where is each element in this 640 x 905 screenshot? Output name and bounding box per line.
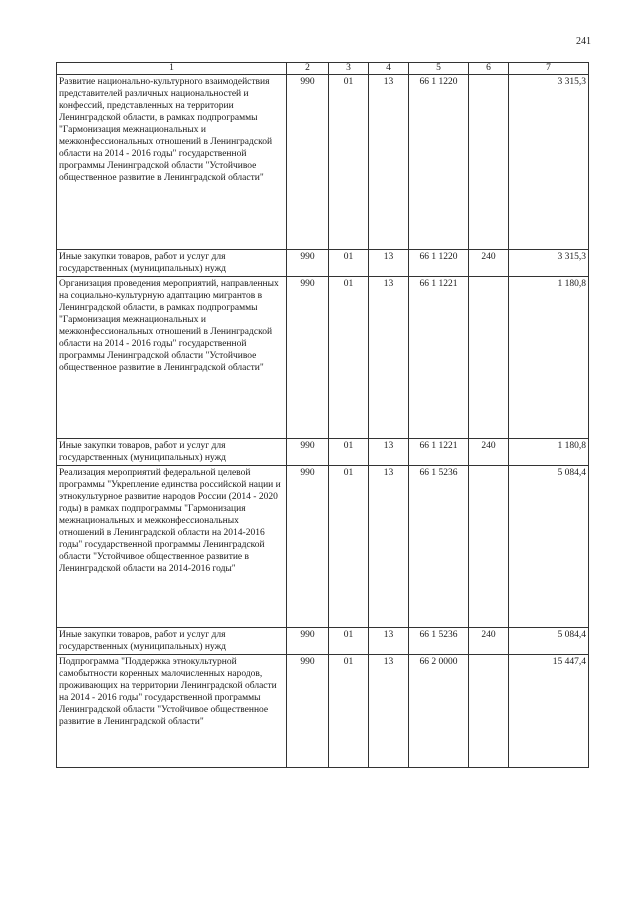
row-expense-type: 240	[469, 250, 509, 277]
row-target-article: 66 1 1221	[409, 277, 469, 439]
row-amount: 1 180,8	[509, 439, 589, 466]
row-target-article: 66 1 5236	[409, 466, 469, 628]
row-name: Иные закупки товаров, работ и услуг для государственных (муниципальных) нужд	[57, 250, 287, 277]
row-expense-type	[469, 655, 509, 768]
row-section: 01	[329, 628, 369, 655]
header-cell-7: 7	[509, 63, 589, 75]
table-row	[57, 250, 589, 277]
row-expense-type: 240	[469, 439, 509, 466]
budget-table	[56, 62, 589, 768]
row-expense-type	[469, 277, 509, 439]
row-amount: 1 180,8	[509, 277, 589, 439]
row-target-article: 66 1 1221	[409, 439, 469, 466]
row-code: 990	[287, 628, 329, 655]
row-subsection: 13	[369, 655, 409, 768]
row-name: Реализация мероприятий федеральной целевой программы "Укрепление единства российской нации и этнокультурное развитие народов России (2014 - 2020 годы) в рамках подпрограммы "Гармонизация межнациональных и межконфессиональных отношений в Ленинградской области на 2014-2016 годы" государственной программы Ленинградской области "Устойчивое общественное развитие в Ленинградской области на 2014-2016 годы"	[57, 466, 287, 628]
row-target-article: 66 1 1220	[409, 250, 469, 277]
table-row	[57, 75, 589, 250]
row-code: 990	[287, 655, 329, 768]
row-section: 01	[329, 439, 369, 466]
row-amount: 3 315,3	[509, 250, 589, 277]
row-amount: 15 447,4	[509, 655, 589, 768]
row-code: 990	[287, 250, 329, 277]
row-subsection: 13	[369, 466, 409, 628]
row-name: Иные закупки товаров, работ и услуг для государственных (муниципальных) нужд	[57, 439, 287, 466]
row-expense-type	[469, 466, 509, 628]
row-subsection: 13	[369, 277, 409, 439]
row-code: 990	[287, 75, 329, 250]
row-target-article: 66 1 1220	[409, 75, 469, 250]
row-section: 01	[329, 655, 369, 768]
row-subsection: 13	[369, 75, 409, 250]
row-section: 01	[329, 250, 369, 277]
row-amount: 5 084,4	[509, 628, 589, 655]
row-code: 990	[287, 277, 329, 439]
row-name: Подпрограмма "Поддержка этнокультурной самобытности коренных малочисленных народов, проживающих на территории Ленинградской области на 2014 - 2016 годы" государственной программы Ленинградской области "Устойчивое общественное развитие в Ленинградской области"	[57, 655, 287, 768]
row-target-article: 66 2 0000	[409, 655, 469, 768]
row-target-article: 66 1 5236	[409, 628, 469, 655]
row-amount: 3 315,3	[509, 75, 589, 250]
row-code: 990	[287, 439, 329, 466]
row-subsection: 13	[369, 250, 409, 277]
table-row	[57, 439, 589, 466]
header-cell-3: 3	[329, 63, 369, 75]
row-expense-type: 240	[469, 628, 509, 655]
row-section: 01	[329, 466, 369, 628]
row-section: 01	[329, 277, 369, 439]
row-name: Развитие национально-культурного взаимодействия представителей различных национальностей и конфессий, представленных на территории Ленинградской области, в рамках подпрограммы "Гармонизация межнациональных и межконфессиональных отношений в Ленинградской области на 2014 - 2016 годы" государственной программы Ленинградской области "Устойчивое общественное развитие в Ленинградской области"	[57, 75, 287, 250]
row-name: Иные закупки товаров, работ и услуг для государственных (муниципальных) нужд	[57, 628, 287, 655]
table-row	[57, 277, 589, 439]
header-cell-2: 2	[287, 63, 329, 75]
page-number: 241	[576, 36, 591, 47]
header-row	[57, 63, 589, 75]
row-section: 01	[329, 75, 369, 250]
header-cell-5: 5	[409, 63, 469, 75]
table-row	[57, 466, 589, 628]
table-row	[57, 628, 589, 655]
row-expense-type	[469, 75, 509, 250]
row-name: Организация проведения мероприятий, направленных на социально-культурную адаптацию мигрантов в Ленинградской области, в рамках подпрограммы "Гармонизация межнациональных и межконфессиональных отношений в Ленинградской области на 2014 - 2016 годы" государственной программы Ленинградской области "Устойчивое общественное развитие в Ленинградской области"	[57, 277, 287, 439]
header-cell-6: 6	[469, 63, 509, 75]
row-code: 990	[287, 466, 329, 628]
row-subsection: 13	[369, 628, 409, 655]
table-row	[57, 655, 589, 768]
row-subsection: 13	[369, 439, 409, 466]
header-cell-4: 4	[369, 63, 409, 75]
header-cell-1: 1	[57, 63, 287, 75]
row-amount: 5 084,4	[509, 466, 589, 628]
